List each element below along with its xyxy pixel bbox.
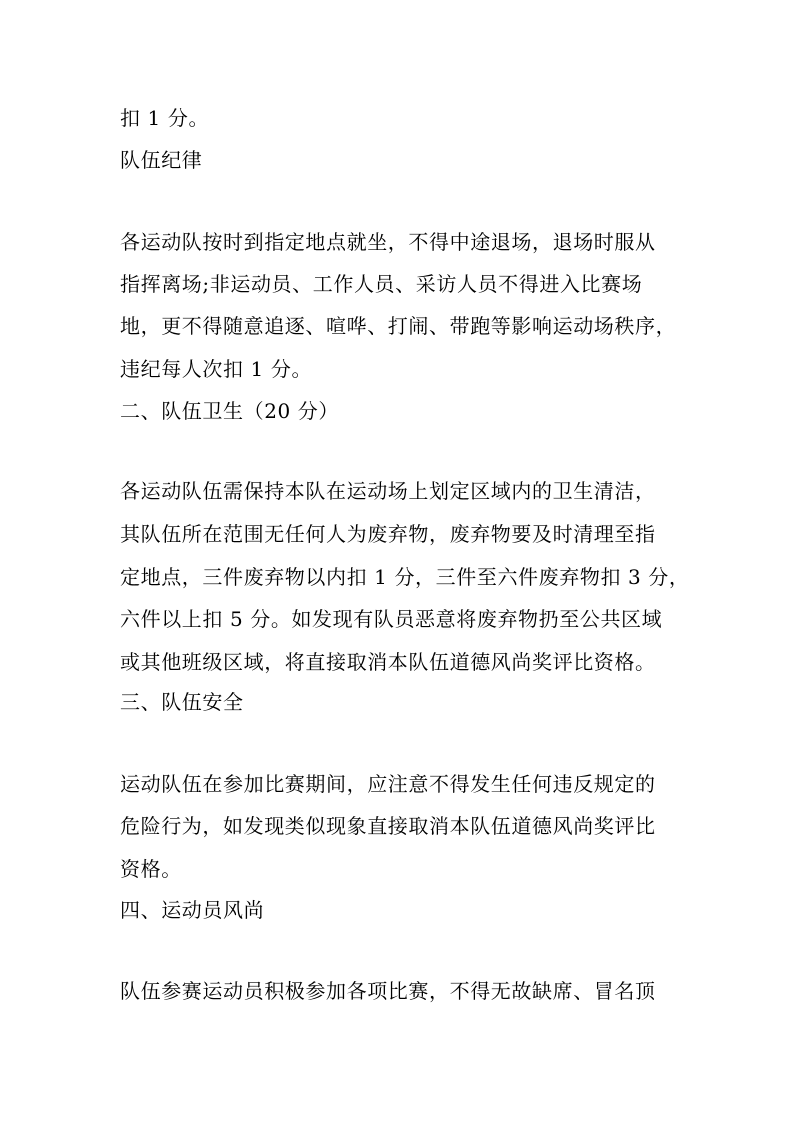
text-line: 运动队伍在参加比赛期间，应注意不得发生任何违反规定的 xyxy=(120,772,656,796)
text-line: 六件以上扣 5 分。如发现有队员恶意将废弃物扔至公共区域 xyxy=(120,607,663,631)
text-line: 各运动队按时到指定地点就坐，不得中途退场，退场时服从 xyxy=(120,230,656,254)
text-line: 其队伍所在范围无任何人为废弃物，废弃物要及时清理至指 xyxy=(120,522,656,546)
section-heading: 队伍纪律 xyxy=(120,148,203,172)
text-line: 队伍参赛运动员积极参加各项比赛，不得无故缺席、冒名顶 xyxy=(120,979,656,1003)
text-line: 定地点，三件废弃物以内扣 1 分，三件至六件废弃物扣 3 分， xyxy=(120,565,690,589)
text-line: 地，更不得随意追逐、喧哗、打闹、带跑等影响运动场秩序， xyxy=(120,314,677,338)
text-line: 扣 1 分。 xyxy=(120,106,210,130)
text-line: 资格。 xyxy=(120,857,182,881)
section-heading: 四、运动员风尚 xyxy=(120,898,265,922)
text-line: 各运动队伍需保持本队在运动场上划定区域内的卫生清洁， xyxy=(120,479,656,503)
text-line: 指挥离场;非运动员、工作人员、采访人员不得进入比赛场 xyxy=(120,272,643,296)
text-line: 违纪每人次扣 1 分。 xyxy=(120,357,313,381)
section-heading: 二、队伍卫生（20 分） xyxy=(120,399,340,423)
text-line: 或其他班级区域，将直接取消本队伍道德风尚奖评比资格。 xyxy=(120,650,656,674)
section-heading: 三、队伍安全 xyxy=(120,690,244,714)
text-line: 危险行为，如发现类似现象直接取消本队伍道德风尚奖评比 xyxy=(120,814,656,838)
